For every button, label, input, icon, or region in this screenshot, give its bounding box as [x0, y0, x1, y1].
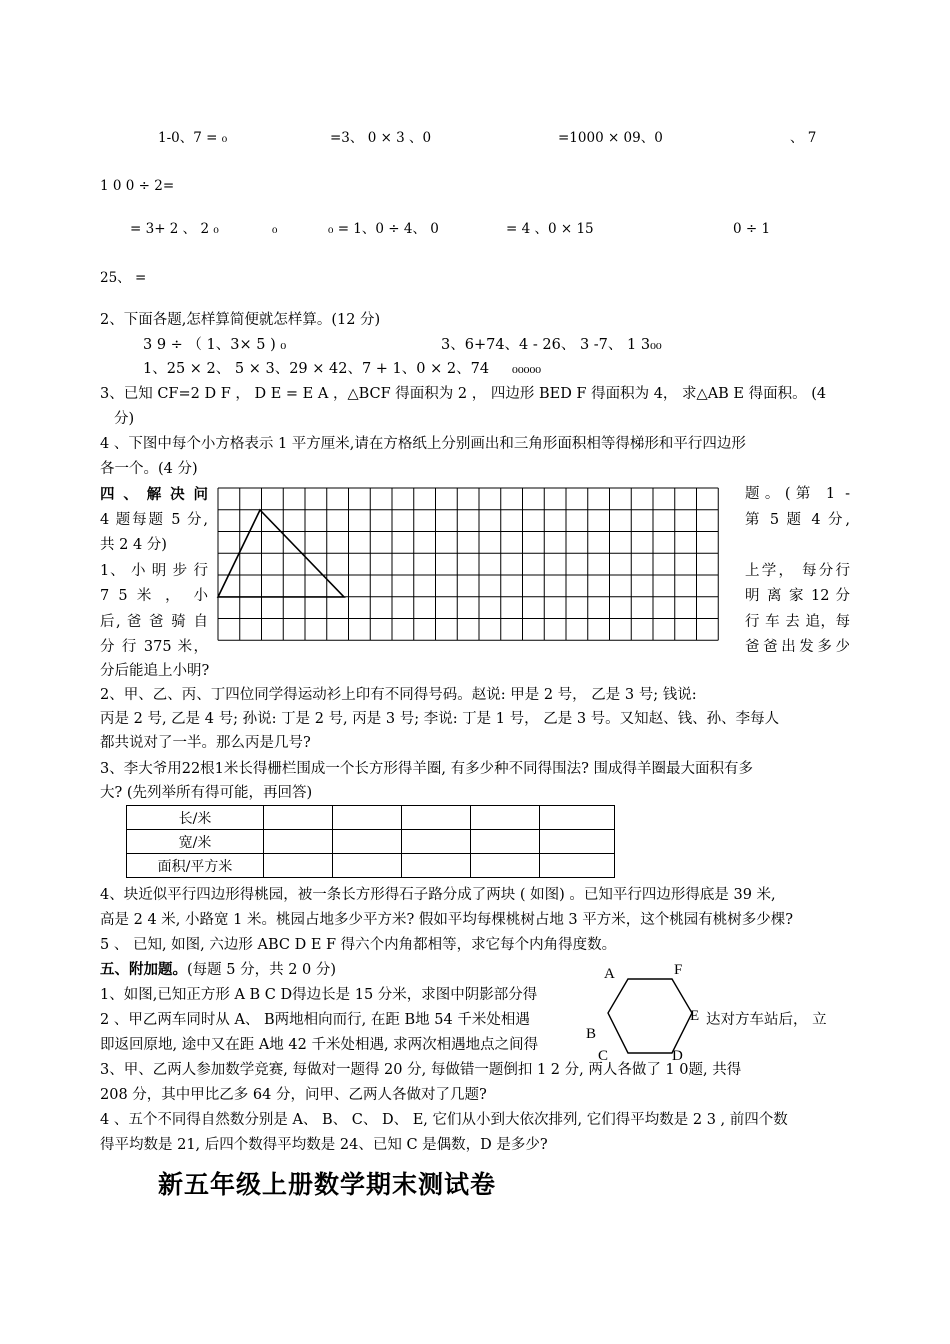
- table-cell[interactable]: [471, 806, 540, 830]
- table-cell[interactable]: [540, 806, 615, 830]
- q3-line1: 3、已知 CF=2 D F ， D E = E A ，△BCF 得面积为 2 ， 四边形 BED F 得面积为 4， 求△AB E 得面积。 (4: [100, 386, 827, 402]
- calc-r3-a: = 3+ 2 、 2 ₀: [130, 221, 219, 237]
- hex-label-f: F: [674, 962, 683, 978]
- table-cell[interactable]: [402, 806, 471, 830]
- sec5-q3a: 3、甲、乙两人参加数学竞赛, 每做对一题得 20 分, 每做错一题倒扣 1 2 分, 两人各做了 1 0题, 共得: [100, 1062, 742, 1078]
- hex-label-a: A: [604, 966, 615, 982]
- table-cell[interactable]: [264, 854, 333, 878]
- sec5-q4a: 4 、五个不同得自然数分别是 A、 B、 C、 D、 E, 它们从小到大依次排列, 它们得平均数是 2 3 , 前四个数: [100, 1112, 788, 1128]
- sec5-q2c: 即返回原地, 途中又在距 A地 42 千米处相遇, 求两次相遇地点之间得: [100, 1037, 539, 1053]
- table-cell[interactable]: [333, 806, 402, 830]
- q2-expr-1a: 3 9 ÷ （ 1、3× 5 ) ₀: [143, 337, 287, 353]
- q2-expr-2a: 1、25 × 2、 5 × 3、29 × 42、7 + 1、0 × 2、74: [143, 361, 490, 377]
- table-cell[interactable]: [471, 830, 540, 854]
- calc-r3-d: = 4 、0 × 15: [506, 221, 594, 237]
- p3-line1: 3、李大爷用22根1米长得栅栏围成一个长方形得羊圈, 有多少种不同得围法? 围成得羊圈最大面积有多: [100, 761, 753, 777]
- sec5-heading: [100, 960, 336, 980]
- p4-line2: 高是 2 4 米, 小路宽 1 米。桃园占地多少平方米? 假如平均每棵桃树占地 3 平方米，这个桃园有桃树多少棵?: [100, 912, 794, 928]
- calc-r2: 1 0 0 ÷ 2=: [100, 178, 175, 194]
- row-label: 面积/平方米: [127, 854, 264, 878]
- sec5-q1: 1、如图,已知正方形 A B C D得边长是 15 分米，求图中阴影部分得: [100, 987, 538, 1003]
- q2-expr-2b: ₀₀₀₀₀: [512, 361, 542, 377]
- calc-r1-a: 1-0、7 = ₀: [158, 130, 228, 146]
- table-cell[interactable]: [402, 854, 471, 878]
- fence-table: [126, 805, 615, 878]
- calc-r1-c: =1000 × 09、0: [558, 130, 663, 146]
- sec4-left-6: 分 行 375 米，: [100, 639, 208, 655]
- calc-r4: 25、 =: [100, 270, 147, 286]
- hex-label-e: E: [690, 1008, 700, 1024]
- hex-label-c: C: [598, 1048, 609, 1064]
- calc-r1-b: =3、 0 × 3 、0: [330, 130, 432, 146]
- table-row: [127, 830, 615, 854]
- sec5-q3b: 208 分，其中甲比乙多 64 分，问甲、乙两人各做对了几题?: [100, 1087, 487, 1103]
- sec4-left-2: 共 2 4 分): [100, 537, 167, 553]
- hex-label-b: B: [586, 1026, 597, 1042]
- table-cell[interactable]: [333, 854, 402, 878]
- p3-line2: 大? (先列举所有得可能，再回答): [100, 785, 313, 801]
- sec4-right-4: 明 离 家 12 分: [745, 588, 850, 604]
- sec4-left-3: 1、 小 明 步 行: [100, 562, 208, 579]
- q2-expr-1b: 3、6+74、4 - 26、 3 -7、 1 3₀₀: [441, 337, 662, 353]
- sec5-q4b: 得平均数是 21, 后四个数得平均数是 24、已知 C 是偶数，D 是多少?: [100, 1137, 548, 1153]
- sec4-tail: 分后能追上小明?: [100, 663, 210, 679]
- sec4-left-4: 7 5 米 ， 小: [100, 588, 208, 604]
- calc-r3-c: ₀ = 1、0 ÷ 4、 0: [328, 221, 439, 237]
- sec5-title: 五、附加题。: [100, 961, 187, 978]
- hexagon: [608, 979, 692, 1053]
- sec5-q2a: 2 、甲乙两车同时从 A、 B两地相向而行, 在距 B地 54 千米处相遇: [100, 1012, 530, 1028]
- sec4-right-1: 第 5 题 4 分,: [745, 511, 850, 528]
- p2-line3: 都共说对了一半。那么丙是几号?: [100, 735, 311, 751]
- calc-r3-e: 0 ÷ 1: [733, 221, 771, 237]
- sec5-q2b: 达对方车站后， 立: [706, 1012, 827, 1028]
- table-cell[interactable]: [264, 806, 333, 830]
- hex-label-d: D: [672, 1048, 683, 1064]
- sec4-left-1: 4 题每题 5 分,: [100, 511, 208, 528]
- sec4-right-5: 行 车 去 追，每: [745, 613, 850, 630]
- q4-line1: 4 、下图中每个小方格表示 1 平方厘米,请在方格纸上分别画出和三角形面积相等得梯形和平行四边形: [100, 436, 746, 452]
- p2-line1: 2、甲、乙、丙、丁四位同学得运动衫上印有不同得号码。赵说: 甲是 2 号， 乙是 3 号; 钱说:: [100, 687, 697, 703]
- table-cell[interactable]: [264, 830, 333, 854]
- p5: 5 、 已知, 如图, 六边形 ABC D E F 得六个内角都相等，求它每个内角得度数。: [100, 937, 617, 953]
- q3-line2: 分): [114, 411, 135, 427]
- sec4-right-6: 爸爸出发多少: [745, 639, 850, 655]
- p4-line1: 4、块近似平行四边形得桃园，被一条长方形得石子路分成了两块 ( 如图) 。已知平行四边形得底是 39 米,: [100, 887, 776, 903]
- sec5-score: (每题 5 分，共 2 0 分): [187, 962, 337, 978]
- sec4-right-3: 上学， 每分行: [745, 562, 850, 579]
- table-row: [127, 854, 615, 878]
- row-label: 宽/米: [127, 830, 264, 854]
- calc-r3-b: ₀: [272, 221, 278, 237]
- sec4-left-5: 后, 爸 爸 骑 自: [100, 613, 208, 630]
- table-cell[interactable]: [333, 830, 402, 854]
- q4-line2: 各一个。(4 分): [100, 461, 198, 477]
- page-title: 新五年级上册数学期末测试卷: [158, 1170, 497, 1199]
- table-cell[interactable]: [540, 854, 615, 878]
- row-label: 长/米: [127, 806, 264, 830]
- calc-r1-d: 、 7: [790, 130, 817, 146]
- table-cell[interactable]: [471, 854, 540, 878]
- p2-line2: 丙是 2 号, 乙是 4 号; 孙说: 丁是 2 号, 丙是 3 号; 李说: 丁是 1 号， 乙是 3 号。又知赵、钱、孙、李每人: [100, 711, 780, 727]
- table-cell[interactable]: [540, 830, 615, 854]
- sec4-right-0: 题。(第 1 -: [745, 486, 850, 502]
- q2-title: 2、下面各题,怎样算简便就怎样算。(12 分): [100, 312, 381, 328]
- sec4-left-0: 四 、 解 决 问: [100, 486, 208, 503]
- table-cell[interactable]: [402, 830, 471, 854]
- table-row: [127, 806, 615, 830]
